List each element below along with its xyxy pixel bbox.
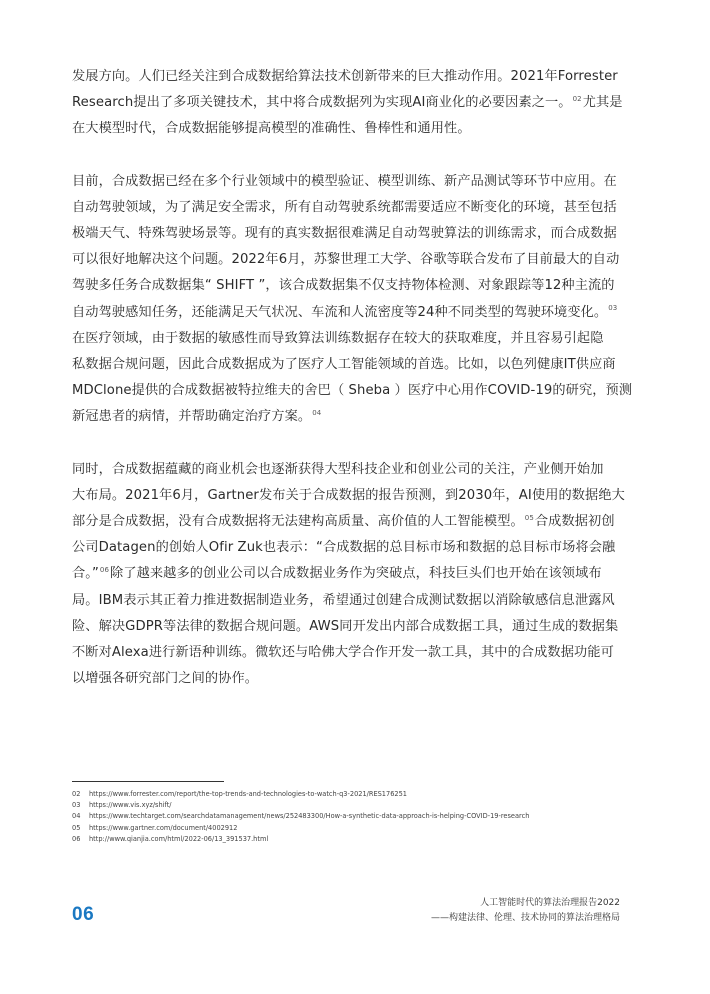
paragraph-line: 发展方向。人们已经关注到合成数据给算法技术创新带来的巨大推动作用。2021年Forrester [72,69,618,84]
line-text: 尤其是 [582,95,623,111]
line-text: 部分是合成数据，没有合成数据将无法建构高质量、高价值的人工智能模型。 [72,514,524,530]
paragraph-line [72,509,615,535]
paragraph-1 [72,64,623,143]
report-subtitle: ——构建法律、伦理、技术协同的算法治理格局 [430,913,620,923]
footnote-ref-04[interactable]: 04 [312,409,322,418]
footnote-link[interactable]: https://www.techtarget.com/searchdatamanagement/news/252483300/How-a-synthetic-data-approach-is-helping-COVID-19-research [89,812,530,821]
footnote-number: 03 [72,801,81,810]
footnote-link[interactable]: http://www.qianjia.com/html/2022-06/13_391537.html [89,834,269,843]
footnote-item [72,800,612,811]
paragraph-line: 目前，合成数据已经在多个行业领域中的模型验证、模型训练、新产品测试等环节中应用。在 [72,173,617,189]
line-text: 合。” [72,566,99,582]
footnote-link[interactable]: https://www.gartner.com/document/4002912 [89,823,238,832]
paragraph-line: 可以很好地解决这个问题。2022年6月，苏黎世理工大学、谷歌等联合发布了目前最大的自动 [72,252,620,268]
line-text: Research提出了多项关键技术，其中将合成数据列为实现AI商业化的必要因素之一。 [72,95,572,111]
line-text: 合成数据初创 [534,514,615,530]
paragraph-line: 险、解决GDPR等法律的数据合规问题。AWS同开发出内部合成数据工具，通过生成的数据集 [72,618,619,634]
footnote-number: 04 [72,812,81,821]
footnote-ref-06[interactable]: 06 [99,566,110,575]
footnote-link[interactable]: https://www.vis.xyz/shift/ [89,801,172,810]
footnote-number: 02 [72,790,81,798]
paragraph-line: 在大模型时代，合成数据能够提高模型的准确性、鲁棒性和通用性。 [72,121,471,137]
footnote-number: 05 [72,823,81,832]
footnote-item [72,789,612,800]
footnote-item [72,811,612,822]
paragraph-line [72,561,602,587]
footnote-item [72,834,612,845]
footnote-ref-02[interactable]: 02 [572,94,582,103]
footnote-item [72,823,612,834]
footnotes [72,789,612,845]
line-text: 除了越来越多的创业公司以合成数据业务作为突破点，科技巨头们也开始在该领域布 [110,566,602,582]
footnote-link[interactable]: https://www.forrester.com/report/the-top-trends-and-technologies-to-watch-q3-2021/RES176251 [89,790,407,798]
paragraph-line: 在医疗领域，由于数据的敏感性而导致算法训练数据存在较大的获取难度，并且容易引起隐 [72,330,604,346]
footnote-number: 06 [72,834,81,843]
main-text [72,64,633,718]
footnote-divider [72,781,224,782]
paragraph-line [72,90,623,116]
paragraph-line: 驾驶多任务合成数据集“ SHIFT ”，该合成数据集不仅支持物体检测、对象跟踪等12种主流的 [72,278,615,294]
paragraph-2 [72,169,633,431]
paragraph-line: 大布局。2021年6月，Gartner发布关于合成数据的报告预测，到2030年，AI使用的数据绝大 [72,487,625,503]
paragraph-line: 私数据合规问题，因此合成数据成为了医疗人工智能领域的首选。比如，以色列健康IT供应商 [72,357,616,373]
footnote-ref-03[interactable]: 03 [608,304,618,313]
page-number: 06 [72,904,95,925]
paragraph-line: 公司Datagen的创始人Ofir Zuk也表示：“合成数据的总目标市场和数据的总目标市场将会融 [72,540,616,556]
line-text: 新冠患者的病情，并帮助确定治疗方案。 [72,409,312,425]
paragraph-line [72,404,592,430]
paragraph-line: 不断对Alexa进行新语种训练。微软还与哈佛大学合作开发一款工具，其中的合成数据功能可 [72,645,614,661]
paragraph-line: 以增强各研究部门之间的协作。 [72,671,259,687]
paragraph-line: MDClone提供的合成数据被特拉维夫的舍巴（ Sheba ）医疗中心用作COVID-19的研究，预测 [72,383,633,399]
running-footer [431,896,620,926]
paragraph-line: 极端天气、特殊驾驶场景等。现有的真实数据很难满足自动驾驶算法的训练需求，而合成数据 [72,226,617,242]
paragraph-line: 局。IBM表示其正着力推进数据制造业务，希望通过创建合成测试数据以消除敏感信息泄露风 [72,592,615,608]
paragraph-line: 自动驾驶领域，为了满足安全需求，所有自动驾驶系统都需要适应不断变化的环境，甚至包括 [72,199,617,215]
paragraph-line [72,300,618,326]
report-title: 人工智能时代的算法治理报告2022 [480,898,620,908]
footnote-ref-05[interactable]: 05 [524,513,534,522]
paragraph-3 [72,457,625,693]
line-text: 自动驾驶感知任务，还能满足天气状况、车流和人流密度等24种不同类型的驾驶环境变化。 [72,304,608,320]
paragraph-line: 同时，合成数据蕴藏的商业机会也逐渐获得大型科技企业和创业公司的关注，产业侧开始加 [72,461,604,477]
